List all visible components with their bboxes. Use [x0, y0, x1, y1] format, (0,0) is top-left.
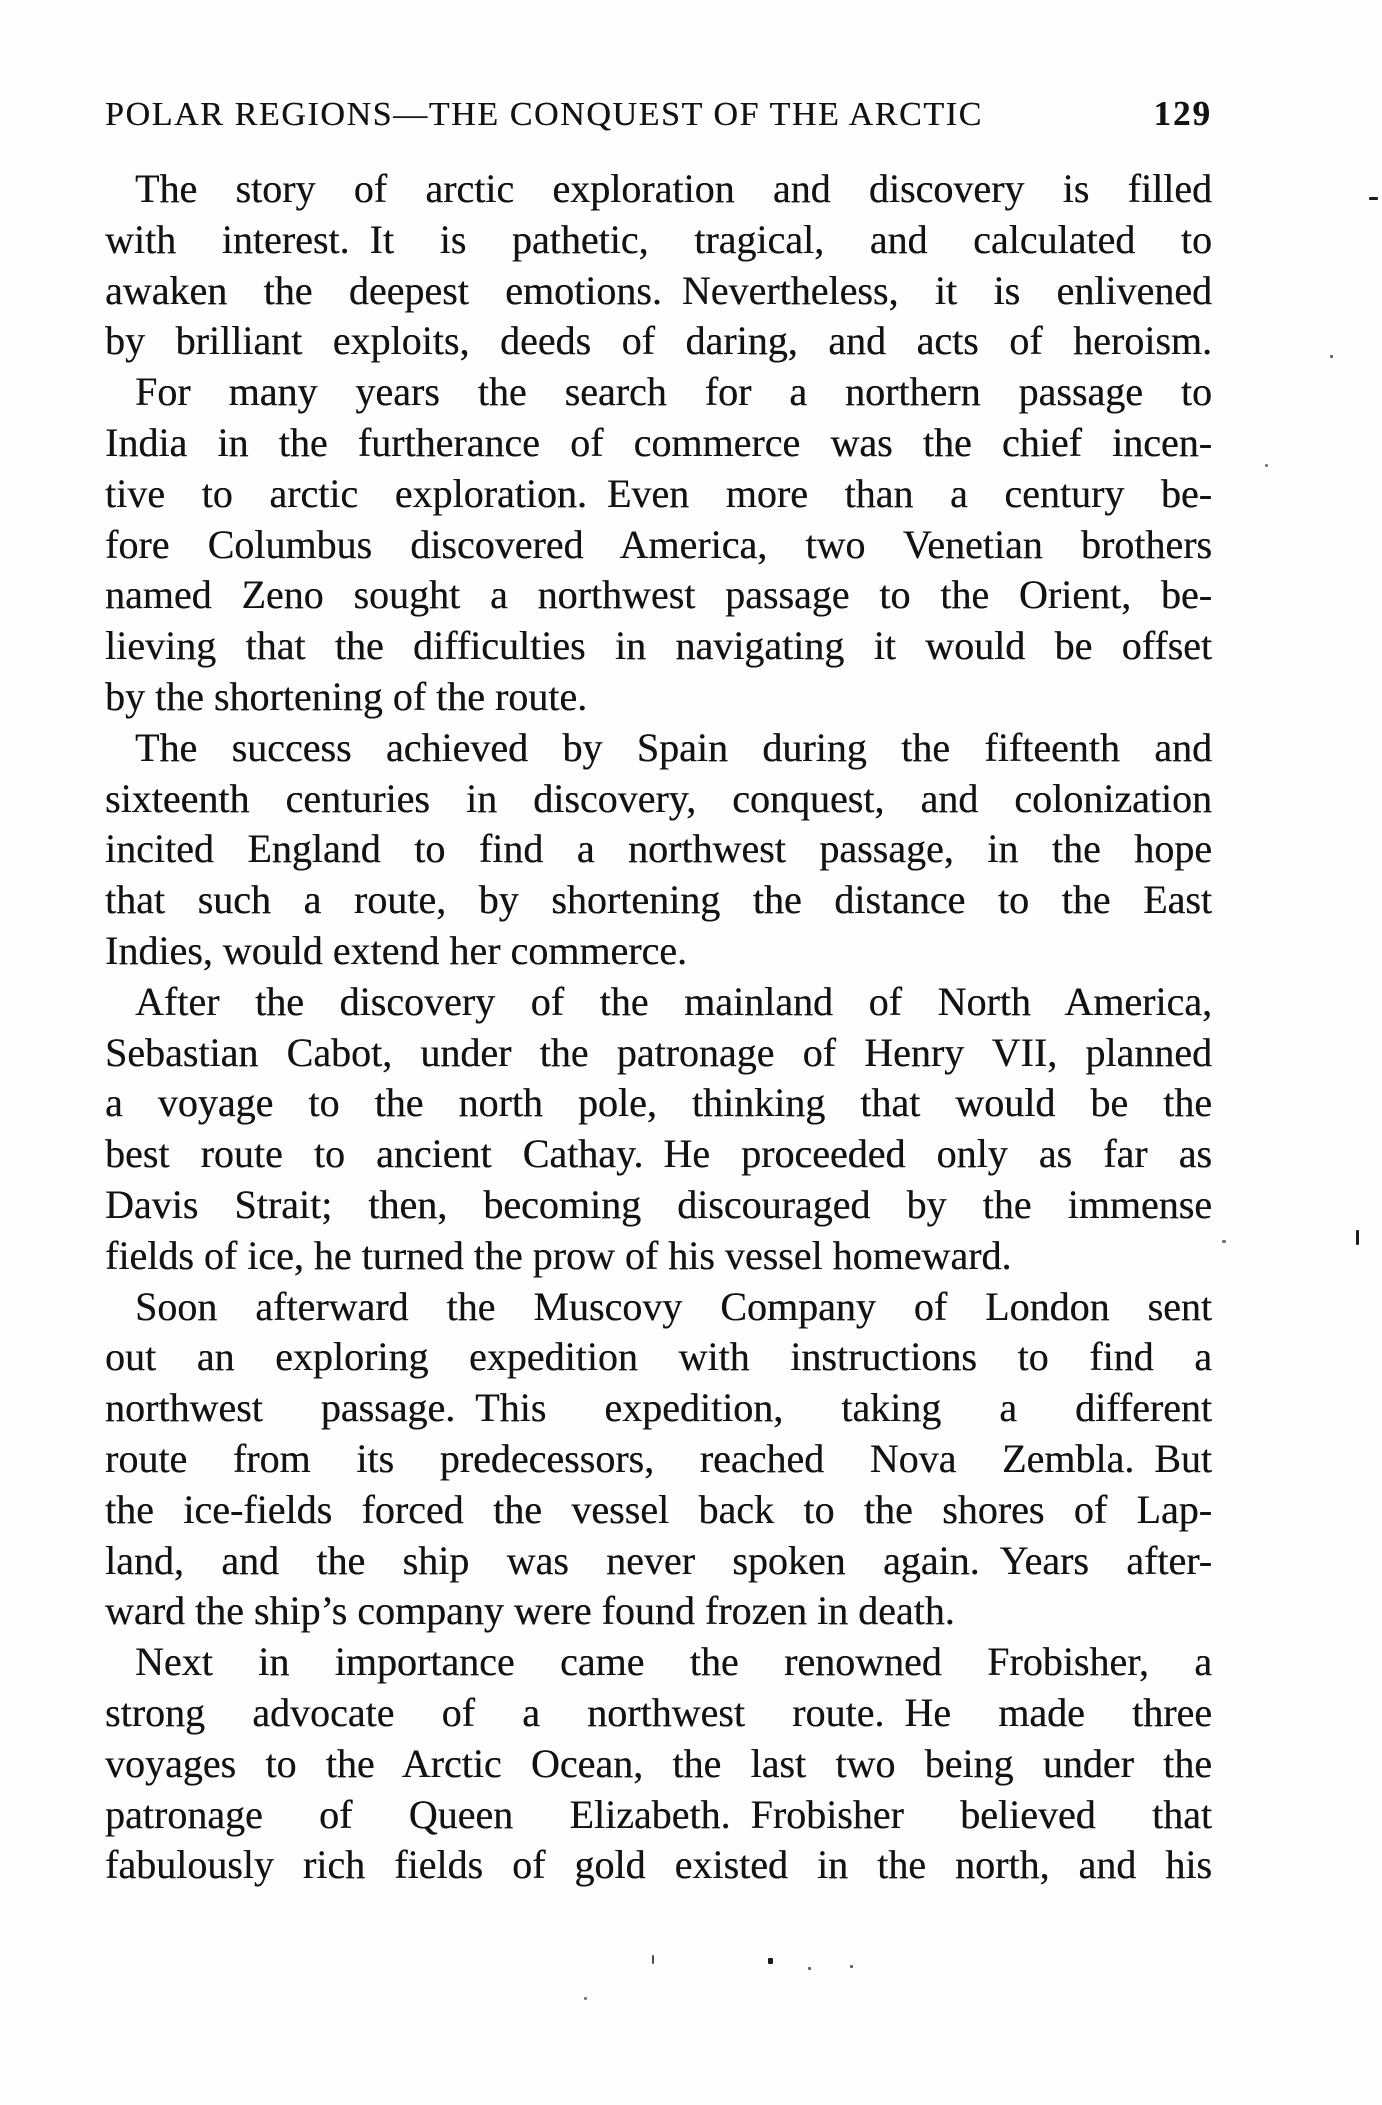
- scan-speck: [652, 1955, 654, 1964]
- scan-speck: [768, 1958, 773, 1964]
- page-number: 129: [1153, 94, 1212, 133]
- scan-speck: [1222, 1240, 1226, 1243]
- text-line: fore Columbus discovered America, two Venetian brothers: [105, 521, 1212, 567]
- text-line: the ice-fields forced the vessel back to the shores of Lap-: [105, 1486, 1212, 1532]
- paragraph: [105, 367, 1212, 723]
- text-line: fields of ice, he turned the prow of his vessel homeward.: [105, 1232, 1012, 1278]
- text-line: by the shortening of the route.: [105, 673, 588, 719]
- text-line: Sebastian Cabot, under the patronage of Henry VII, planned: [105, 1029, 1212, 1075]
- text-line: lieving that the difficulties in navigating it would be offset: [105, 623, 1212, 669]
- text-line: best route to ancient Cathay. He proceeded only as far as: [105, 1131, 1212, 1177]
- text-line: by brilliant exploits, deeds of daring, and acts of heroism.: [105, 318, 1212, 364]
- text-line: awaken the deepest emotions. Nevertheless, it is enlivened: [105, 267, 1212, 313]
- text-line: fabulously rich fields of gold existed in the north, and his: [105, 1842, 1212, 1888]
- text-line: Indies, would extend her commerce.: [105, 927, 688, 973]
- text-line: India in the furtherance of commerce was the chief incen-: [105, 419, 1212, 465]
- scan-speck: [1356, 1230, 1359, 1245]
- text-line: After the discovery of the mainland of North America,: [135, 978, 1212, 1024]
- text-line: route from its predecessors, reached Nova Zembla. But: [105, 1435, 1212, 1481]
- paragraph: [105, 977, 1212, 1282]
- scan-speck: [584, 1997, 587, 2000]
- text-line: tive to arctic exploration. Even more than a century be-: [105, 470, 1212, 516]
- text-line: Soon afterward the Muscovy Company of London sent: [135, 1283, 1212, 1329]
- paragraph: [105, 1282, 1212, 1638]
- scan-speck: [808, 1967, 811, 1970]
- paragraph: [105, 723, 1212, 977]
- text-line: Davis Strait; then, becoming discouraged by the immense: [105, 1181, 1212, 1227]
- text-line: Next in importance came the renowned Frobisher, a: [135, 1639, 1212, 1685]
- text-line: land, and the ship was never spoken again. Years after-: [105, 1537, 1212, 1583]
- text-line: sixteenth centuries in discovery, conquest, and colonization: [105, 775, 1212, 821]
- running-title: POLAR REGIONS—THE CONQUEST OF THE ARCTIC: [105, 96, 983, 133]
- paragraph: [105, 1637, 1212, 1891]
- text-line: incited England to find a northwest passage, in the hope: [105, 826, 1212, 872]
- scan-speck: [1265, 464, 1268, 467]
- paragraph: [105, 164, 1212, 367]
- text-line: northwest passage. This expedition, taking a different: [105, 1385, 1212, 1431]
- text-line: that such a route, by shortening the distance to the East: [105, 877, 1212, 923]
- text-line: patronage of Queen Elizabeth. Frobisher believed that: [105, 1791, 1212, 1837]
- scan-speck: [1369, 197, 1378, 200]
- text-line: named Zeno sought a northwest passage to the Orient, be-: [105, 572, 1212, 618]
- text-line: strong advocate of a northwest route. He made three: [105, 1689, 1212, 1735]
- scan-speck: [1330, 355, 1333, 358]
- text-line: ward the ship’s company were found frozen in death.: [105, 1588, 955, 1634]
- page-header: [105, 94, 1212, 134]
- text-line: out an exploring expedition with instructions to find a: [105, 1334, 1212, 1380]
- text-line: voyages to the Arctic Ocean, the last two being under the: [105, 1740, 1212, 1786]
- text-line: For many years the search for a northern passage to: [135, 369, 1212, 415]
- text-block: [105, 164, 1212, 1891]
- text-line: with interest. It is pathetic, tragical, and calculated to: [105, 216, 1212, 262]
- text-line: a voyage to the north pole, thinking that would be the: [105, 1080, 1212, 1126]
- text-line: The success achieved by Spain during the fifteenth and: [135, 724, 1212, 770]
- text-line: The story of arctic exploration and discovery is filled: [135, 166, 1212, 211]
- scan-speck: [850, 1965, 853, 1968]
